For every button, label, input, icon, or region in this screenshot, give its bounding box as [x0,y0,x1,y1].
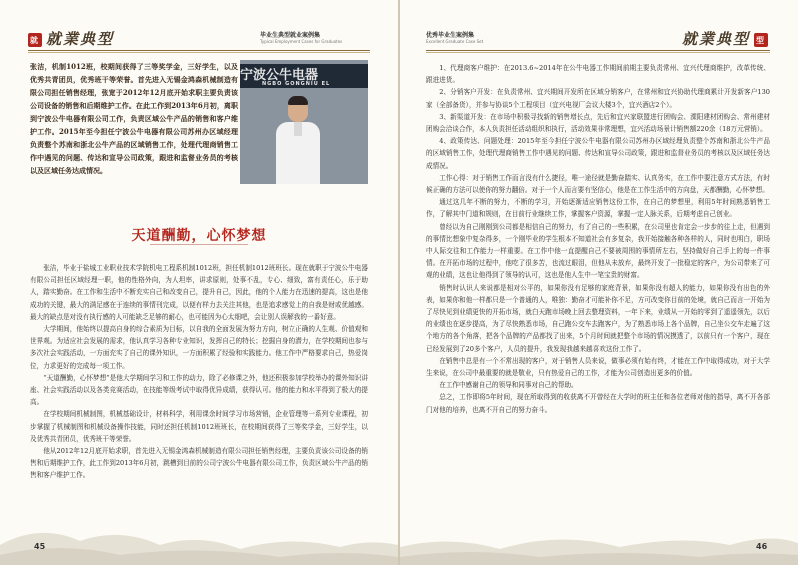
paragraph: 在销售中总是有一个不常出现的客户，对于销售人员来说，做事必须有始有终，才能在工作中取得成功，对于大学生来说，在公司中最重要的就是敬业，只有热爱自己的工作，才能为公司创造出更多的价值。 [426,356,770,378]
paragraph: 总之，工作即将5年时间，现在所取得到的收获离不开曾经在大学时的班主任和各位老师对他的指导，离不开各部门对他的培养，也离不开自己的努力奋斗。 [426,393,770,414]
header-subtitle: Excellent Graduate Case Set [426,39,484,44]
brand-text: 就業典型 [46,30,115,48]
profile-photo [240,60,368,184]
paragraph: 1、代理商客户维护：在2013.6~2014年在公牛电器工作期间前期主要负责常州、宜兴代理商维护，改革传统、跟进进货。 [426,64,770,85]
person-collar [294,122,302,136]
brand-text: 就業典型 [682,30,751,48]
paragraph: 在工作中感谢自己的领导和同事对自己的帮助。 [439,381,578,390]
paragraph: 在学校期间机械制图，机械基础设计，材料科学，利用课余时间学习市场营销，企业管理等一系列专业课程，初步掌握了机械制图和机械设备操作技能，同时还担任机制1012班班长，在校期间获得了三等奖学金，三好学生，以及优秀共青团员，优秀班干等荣誉。 [30,410,368,443]
header-rule [28,50,370,51]
header-rule-thin [28,52,370,53]
page-number: 45 [34,542,46,551]
paragraph: 3、新渠道开发：在市场中积极寻找新的销售增长点，先后和宜兴家联盟进行团购会、溧阳建材团购会、常州建材团购会洽谈合作，本人负责担任活动组织和执行，活动效果非常理想，宜兴活动场景计销售额220余（18万元营销）。 [426,112,770,134]
header-subtitle: Typical Employment Cases for Graduates [260,39,343,44]
person-figure [276,98,320,184]
paragraph: 2、分销客户开发：在负责常州、宜兴期间开发所在区域分销客户，在常州和宜兴协助代理商累计开发新客户130家（全部备货），并参与协谈5个工程项目（宜兴电视厂会议大楼3个，宜兴酒店2个）。 [426,88,770,109]
article-body-left [30,262,368,482]
paragraph: 通过这几年不断的努力，不断的学习，开始逐渐适应销售这份工作，在自己的梦想里，利用5年时间熟悉销售工作，了解其中门道和规则，在目前行业继续工作，掌握客户资源，掌握一定人脉关系，后期考虑自己创业。 [426,198,770,219]
paragraph: 曾经以为自己刚刚到公司都是相信自己的努力，有了自己的一些积累，在公司里也肯定会一步步的往上走，但遇到的事情比想象中复杂得多，一个刚毕业的学生根本不知道社会有多复杂，我开始接触各种各样的人，同时也明白，职场中人际交往和工作能力一样重要。在工作中他一直提醒自己不要被周围的事情所左右，坚持做好自己手上的每一件事情。在开拓市场的过程中，他吃了很多苦，也流过眼泪，但他从未放弃，最终开发了一批稳定的客户，为公司带来了可观的业绩，这也让他得到了领导的认可，这也是他人生中一笔宝贵的财富。 [426,222,770,280]
brand-logo [28,28,114,49]
mountain-decoration [0,505,398,565]
paragraph: 他从2012年12月底开始求职，首先进入无锡金鸿森机械制造有限公司担任销售经理，主要负责该公司设备的销售和后期维护工作，此工作到2013年6月初，跳槽到目前的公司宁波公牛电器有限公司工作，负责区域公牛产品的销售和客户维护工作。 [30,447,368,480]
page-number: 46 [756,542,768,551]
right-page [400,0,798,565]
article-title: 天道酬勤，心怀梦想 [131,228,267,244]
header-rule [426,50,770,51]
seal-stamp: 型 [756,35,767,45]
photo-sign-sub: NGBO GONGNIU EL [262,81,331,87]
seal-stamp: 就 [30,35,40,45]
photo-company-sign [240,64,368,88]
person-hair [288,96,308,105]
paragraph: 大学期间，他始终以提高自身的综合素质为目标，以自我的全面发展为努力方向，树立正确的人生观、价值观和世界观。为适应社会发展的需求，他认真学习各种专业知识，发挥自己的特长；挖掘自身的潜力，在学校期间也参与多次社会实践活动，一方面充实了自己的课外知识，一方面积累了经验和实践能力。他工作中严格要求自己，热爱岗位，力求更好的完成每一项工作。 [30,325,368,370]
title-underline [150,244,248,245]
paragraph: “天道酬勤，心怀梦想”是他大学期间学习和工作的动力，除了必修课之外，他还积极参加学校举办的课外知识讲座、社会实践活动以及各类竞赛活动，在技能等级考试中取得优异成绩，获得认可。他的能力和水平得到了极大的提高。 [30,373,368,407]
paragraph: 张洁，毕业于盐城工业职业技术学院机电工程系机制1012班，担任机制1012班班长。现在就职于宁波公牛电器有限公司担任区域经理一职，他的性格外向，为人坦率，讲求原则，处事不乱，专心、细致，富有责任心，乐于助人，踏实勤奋。在工作和生活中不断充实自己和改变自己，提升自己，因此，他的个人能力在迅速的提高，这也是他成功的关键，最大的满足感在于连续的事情刊完成，以便有样力去关注其他，也是追求感觉上的自我是财或优越感。最大的缺点是对没有执行感的人可能缺乏足够的耐心，也可能因为心太细吧，会让别人误解我的一番好意。 [30,264,368,321]
header-rule-thin [426,52,770,53]
header-title: 毕业生典型就业案例集 [260,32,321,39]
article-body-right [426,62,770,416]
brand-logo [682,28,768,49]
header-title: 优秀毕业生案例集 [426,32,475,39]
paragraph: 工作心得：对于销售工作而言没有什么捷径，唯一途径就是勤奋踏实、认真务实，在工作中要注意方式方法，有时候正确的方法可以使你的努力翻倍。对于一个人而言要有坚信心，他是在工作生活中的方向盘，天都酬勤，心怀梦想。 [426,173,770,195]
paragraph: 4、政策传达、问题处理：2015年至今担任宁波公牛电器有限公司苏州办区域经理负责整个苏南和浙北公牛产品的区域销售工作，处理代理商销售工作中遇见的问题、传达和宣导公司政策，跟进和监督业务员的考核以及区域任务达成情况。 [426,137,770,170]
paragraph: 销售时认识人来说都是相对公平的，如果你没有足够的家庭背景，如果你没有超人的能力，如果你没有出色的外表，如果你和他一样都只是一个普通的人，唯独：勤奋才可能补你不足，方可改变你目前的处境，就自己而言一开始为了尽快见到业绩更快的开拓市场，就白天跑市场晚上回去整理资料，一年下来，业绩从一开始的零到了遥遥领先，以后的业绩也在逐步提高，为了尽快熟悉市场，自己跑公交车去跑客户，为了熟悉市场上各个品牌，自己坐公交车走遍了这个地方的各个角落，把各个品牌的产品都找了出来，5个月时间就把整个市场的情况摸透了，以前只有一个客户，现在已经发展到了20多个客户，人员的提升，我发现我越来越喜欢这份工作了。 [426,283,770,353]
left-page [0,0,398,565]
mountain-decoration [400,505,798,565]
profile-intro: 张洁，机制1012班，校期间获得了三等奖学金，三好学生，以及优秀共青团员，优秀班干等荣誉。首先进入无锡金鸿森机械制造有限公司担任销售经理，张宽于2012年12月底开始求职主要负责该公司设备的销售和后期维护工作。在此工作到2013年6月初，离职到宁波公牛电器有限公司工作，负责区域公牛产品的销售和客户维护工作。2015年至今担任宁波公牛电器有限公司苏州办区域经理负责整个苏南和浙北公牛产品的区域销售工作，处理代理商销售工作中遇见的问题、传达和宣导公司政策，跟进和监督业务员的考核以及区域任务达成情况。 [30,62,238,175]
photo-sign-text: 宁波公牛电器 [240,68,319,83]
